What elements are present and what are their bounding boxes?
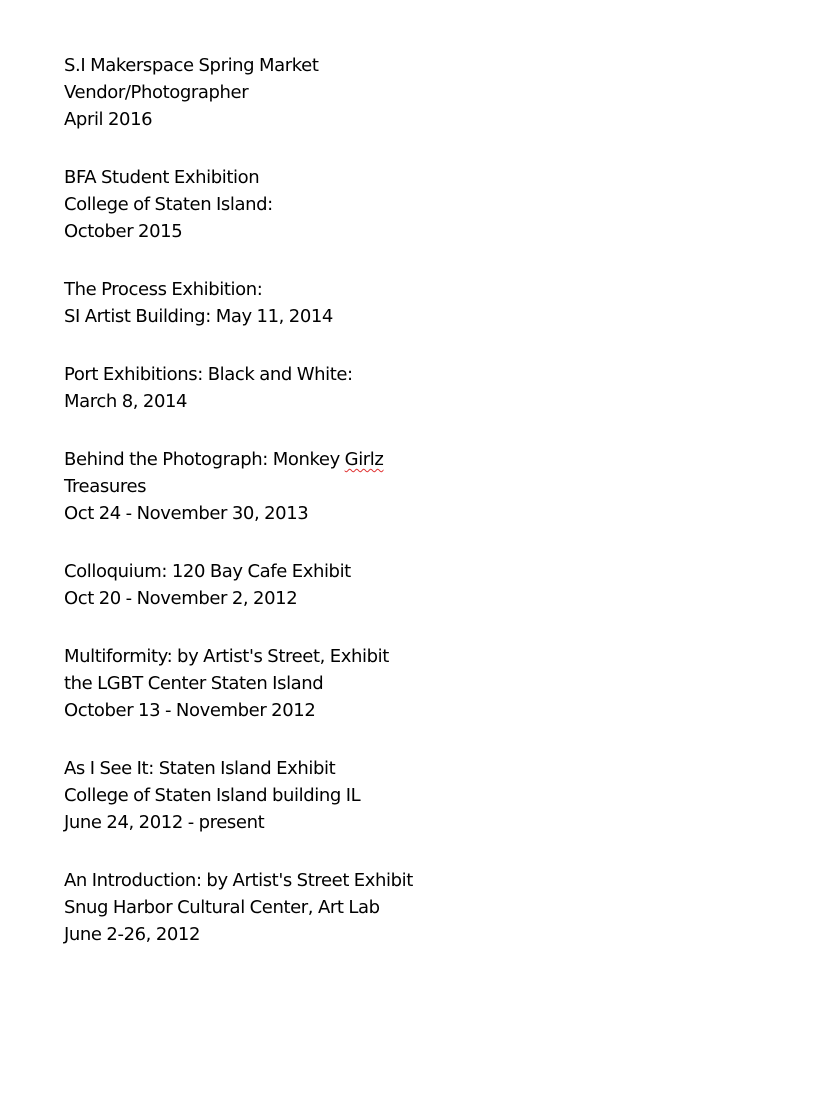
- misspelled-word[interactable]: Girlz: [344, 449, 384, 470]
- entry-title-text: Behind the Photograph: Monkey: [64, 449, 345, 470]
- entry-title: Port Exhibitions: Black and White:: [64, 364, 353, 385]
- entry-detail: Snug Harbor Cultural Center, Art Lab: [64, 897, 380, 918]
- entry-title: Multiformity: by Artist's Street, Exhibit: [64, 646, 389, 667]
- entry-date: March 8, 2014: [64, 391, 188, 412]
- exhibition-entry: [64, 867, 413, 948]
- entry-date: SI Artist Building: May 11, 2014: [64, 306, 333, 327]
- entry-detail: the LGBT Center Staten Island: [64, 673, 324, 694]
- exhibition-entry: [64, 755, 413, 836]
- exhibition-entry: [64, 52, 413, 133]
- entry-date: October 13 - November 2012: [64, 700, 316, 721]
- entry-title: S.I Makerspace Spring Market: [64, 55, 319, 76]
- entry-date: April 2016: [64, 109, 153, 130]
- exhibition-entry: [64, 446, 413, 527]
- entry-title: BFA Student Exhibition: [64, 167, 260, 188]
- entry-date: June 2-26, 2012: [64, 924, 201, 945]
- exhibition-entry: [64, 558, 413, 612]
- exhibition-entry: [64, 643, 413, 724]
- entry-detail: Treasures: [64, 476, 147, 497]
- exhibition-list: [64, 52, 413, 979]
- entry-title: The Process Exhibition:: [64, 279, 263, 300]
- entry-date: October 2015: [64, 221, 183, 242]
- entry-detail: College of Staten Island:: [64, 194, 273, 215]
- entry-detail: College of Staten Island building IL: [64, 785, 361, 806]
- entry-date: Oct 24 - November 30, 2013: [64, 503, 309, 524]
- entry-title: An Introduction: by Artist's Street Exhibit: [64, 870, 413, 891]
- exhibition-entry: [64, 361, 413, 415]
- entry-title: [64, 446, 413, 473]
- entry-title: Colloquium: 120 Bay Cafe Exhibit: [64, 561, 351, 582]
- entry-title: As I See It: Staten Island Exhibit: [64, 758, 336, 779]
- entry-date: Oct 20 - November 2, 2012: [64, 588, 298, 609]
- entry-date: June 24, 2012 - present: [64, 812, 265, 833]
- entry-detail: Vendor/Photographer: [64, 82, 249, 103]
- exhibition-entry: [64, 276, 413, 330]
- exhibition-entry: [64, 164, 413, 245]
